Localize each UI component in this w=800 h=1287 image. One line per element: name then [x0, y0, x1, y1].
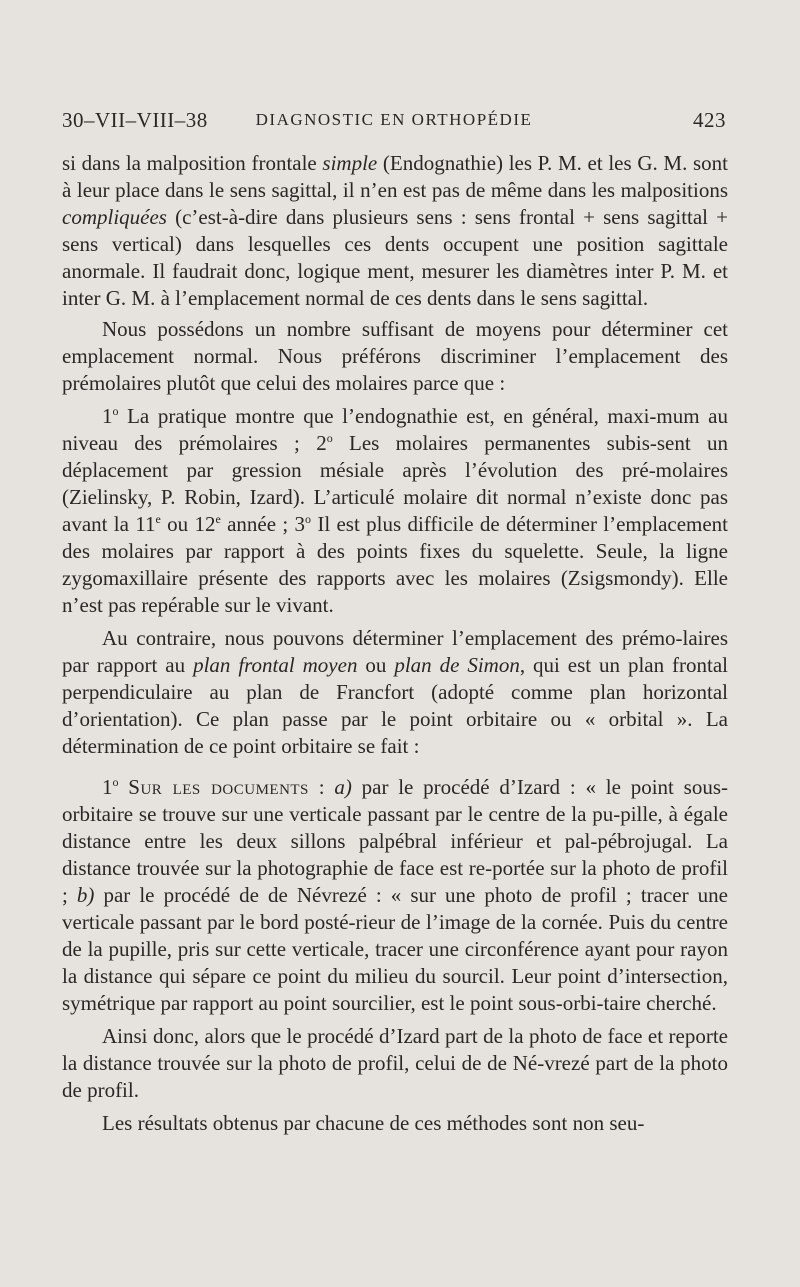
ordinal: 1: [102, 404, 113, 428]
text: Il est plus difficile de déterminer l’emplacement des molaires par rapport à des points fixes du squelette. Seule, la ligne zygomaxillaire présente des rapports avec les molaires (Zsigsmondy). Elle n’est pas repérable sur le vivant.: [62, 512, 729, 617]
page-body: [62, 150, 728, 1143]
italic-term: compliquées: [62, 205, 167, 229]
text: Les molaires permanentes subis-sent un déplacement par gression mésiale après l’évolution des pré-molaires (Zielinsky, P. Robin, Izard). L’articulé molaire dit normal n’existe donc pas avant la 11: [62, 431, 728, 536]
text: par le procédé d’Izard : « le point sous-orbitaire se trouve sur une verticale passant par le centre de la pu-pille, à égale distance entre les deux sillons palpébral inférieur et pal-pébrojugal. La distance trouvée sur la photographie de face est re-portée sur la photo de profil ;: [62, 775, 728, 907]
header-date: 30–VII–VIII–38: [62, 108, 208, 132]
superscript: e: [215, 512, 221, 526]
text: année ;: [220, 512, 295, 536]
text: (c’est-à-dire dans plusieurs sens : sens frontal + sens sagittal + sens vertical) dans lesquelles ces dents occupent une position sagittale anormale. Il faudrait donc, logique ment, mesurer les diamètres inter P. M. et inter G. M. à l’emplacement normal de ces dents dans le sens sagittal.: [62, 205, 728, 310]
ordinal: 2: [316, 431, 327, 455]
italic-marker: b): [76, 883, 95, 907]
text: si dans la malposition frontale: [62, 151, 323, 175]
superscript: e: [155, 512, 161, 526]
paragraph-4: [62, 625, 728, 760]
ordinal: 1: [102, 775, 113, 799]
text: :: [308, 775, 335, 799]
italic-term: simple: [322, 151, 378, 175]
page-number: 423: [693, 108, 726, 132]
text: , qui est un plan frontal perpendiculaire au plan de Francfort (adopté comme plan horizontal d’orientation). Ce plan passe par le point orbitaire ou « orbital ». La détermination de ce point orbitaire se fait :: [62, 653, 729, 758]
paragraph-2: Nous possédons un nombre suffisant de moyens pour déterminer cet emplacement normal. Nous préférons discriminer l’emplacement des prémolaires plutôt que celui des molaires parce que :: [62, 317, 728, 395]
italic-marker: a): [334, 775, 352, 799]
paragraph-5: 1$^o$ Sur les documents : a) par le procédé d’Izard : « le point sous-orbitaire se trouve sur une verticale passant par le centre de la pu-pille, à égale distance entre les deux sillons palpébral inférieur et pal-pébrojugal. La distance trouvée sur la photographie de face est re-portée sur la photo de profil ; b) par le procédé de de Névrezé : « sur une photo de profil ; tracer une verticale passant par le bord posté-rieur de l’image de la cornée. Puis du centre de la pupille, pris sur cette verticale, tracer une circonférence ayant pour rayon la distance qui sépare ce point du milieu du sourcil. Leur point d’intersection, symétrique par rapport au point sourcilier, est le point sous-orbi-taire cherché.: [62, 775, 728, 1015]
text: Au contraire, nous pouvons déterminer l’emplacement des prémo-laires par rapport au: [62, 626, 728, 677]
paragraph-1: [62, 150, 728, 312]
paragraph-7: Les résultats obtenus par chacune de ces méthodes sont non seu-: [102, 1111, 645, 1135]
text: (Endognathie) les P. M. et les G. M. sont à leur place dans le sens sagittal, il n’en est pas de même dans les malpositions: [62, 151, 728, 202]
text: La pratique montre que l’endognathie est, en général, maxi-mum au niveau des prémolaires ;: [62, 404, 728, 455]
text: par le procédé de de Névrezé : « sur une photo de profil ; tracer une verticale passant par le bord posté-rieur de l’image de la cornée. Puis du centre de la pupille, pris sur cette verticale, tracer une circonférence ayant pour rayon la distance qui sépare ce point du milieu du sourcil. Leur point d’intersection, symétrique par rapport au point sourcilier, est le point sous-orbi-taire cherché.: [62, 883, 728, 1015]
section-label: Sur les documents: [128, 775, 309, 799]
text: ou 12: [160, 512, 216, 536]
paragraph-3: 1$^o$ La pratique montre que l’endognathie est, en général, maxi-mum au niveau des prémolaires ; 2$^o$ Les molaires permanentes subis-sent un déplacement par gression mésiale après l’évolution des pré-molaires (Zielinsky, P. Robin, Izard). L’articulé molaire dit normal n’existe donc pas avant la 11e ou 12e année ; 3$^o$ Il est plus difficile de déterminer l’emplacement des molaires par rapport à des points fixes du squelette. Seule, la ligne zygomaxillaire présente des rapports avec les molaires (Zsigsmondy). Elle n’est pas repérable sur le vivant.: [62, 404, 729, 617]
italic-term: plan frontal moyen: [193, 653, 358, 677]
text: ou: [357, 653, 395, 677]
paragraph-6: Ainsi donc, alors que le procédé d’Izard part de la photo de face et reporte la distance trouvée sur la photo de profil, celui de de Né-vrezé part de la photo de profil.: [62, 1024, 728, 1102]
italic-term: plan de Simon: [394, 653, 520, 677]
ordinal: 3: [294, 512, 306, 536]
header-title: DIAGNOSTIC EN ORTHOPÉDIE: [255, 110, 533, 129]
running-header: [62, 108, 726, 138]
